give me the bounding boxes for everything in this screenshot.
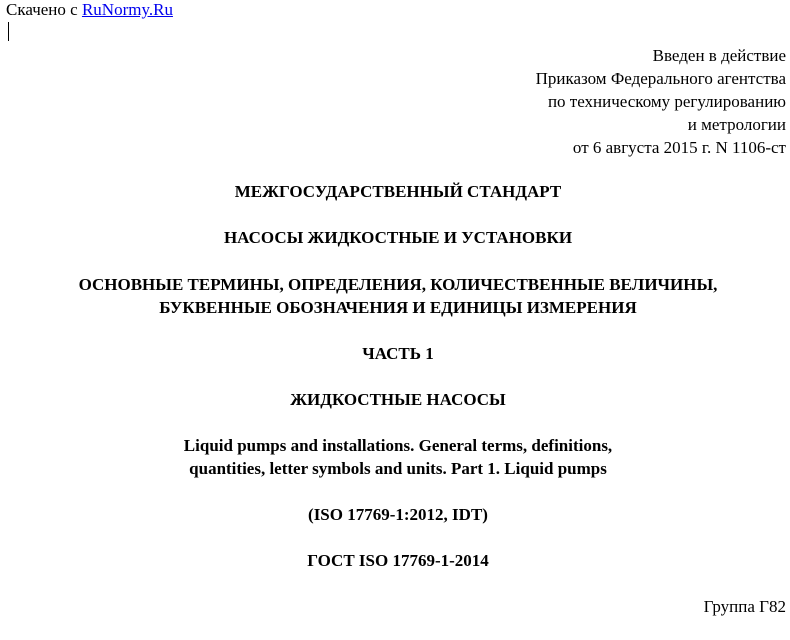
source-link[interactable]: RuNormy.Ru xyxy=(81,0,173,19)
english-title-line1: Liquid pumps and installations. General terms, definitions, xyxy=(183,436,613,455)
enactment-block xyxy=(536,44,786,159)
title-secondary-line2: БУКВЕННЫЕ ОБОЗНАЧЕНИЯ И ЕДИНИЦЫ ИЗМЕРЕНИЯ xyxy=(159,298,637,317)
title-secondary-line1: ОСНОВНЫЕ ТЕРМИНЫ, ОПРЕДЕЛЕНИЯ, КОЛИЧЕСТВЕННЫЕ ВЕЛИЧИНЫ, xyxy=(78,275,718,294)
enactment-line: Приказом Федерального агентства xyxy=(535,69,786,88)
source-prefix: Скачено с xyxy=(6,0,82,19)
part-number: ЧАСТЬ 1 xyxy=(362,344,434,363)
enactment-line: и метрологии xyxy=(687,115,786,134)
iso-reference: (ISO 17769-1:2012, IDT) xyxy=(308,505,488,524)
enactment-line: по техническому регулированию xyxy=(547,92,786,111)
enactment-line: от 6 августа 2015 г. N 1106-ст xyxy=(572,138,786,157)
title-primary: НАСОСЫ ЖИДКОСТНЫЕ И УСТАНОВКИ xyxy=(223,228,573,247)
enactment-line: Введен в действие xyxy=(652,46,786,65)
standard-type: МЕЖГОСУДАРСТВЕННЫЙ СТАНДАРТ xyxy=(234,182,562,201)
part-title: ЖИДКОСТНЫЕ НАСОСЫ xyxy=(290,390,506,409)
text-cursor xyxy=(8,22,9,41)
classification-group: Группа Г82 xyxy=(703,597,786,616)
source-line xyxy=(6,0,173,20)
gost-number: ГОСТ ISO 17769-1-2014 xyxy=(307,551,489,570)
english-title-line2: quantities, letter symbols and units. Part 1. Liquid pumps xyxy=(189,459,607,478)
